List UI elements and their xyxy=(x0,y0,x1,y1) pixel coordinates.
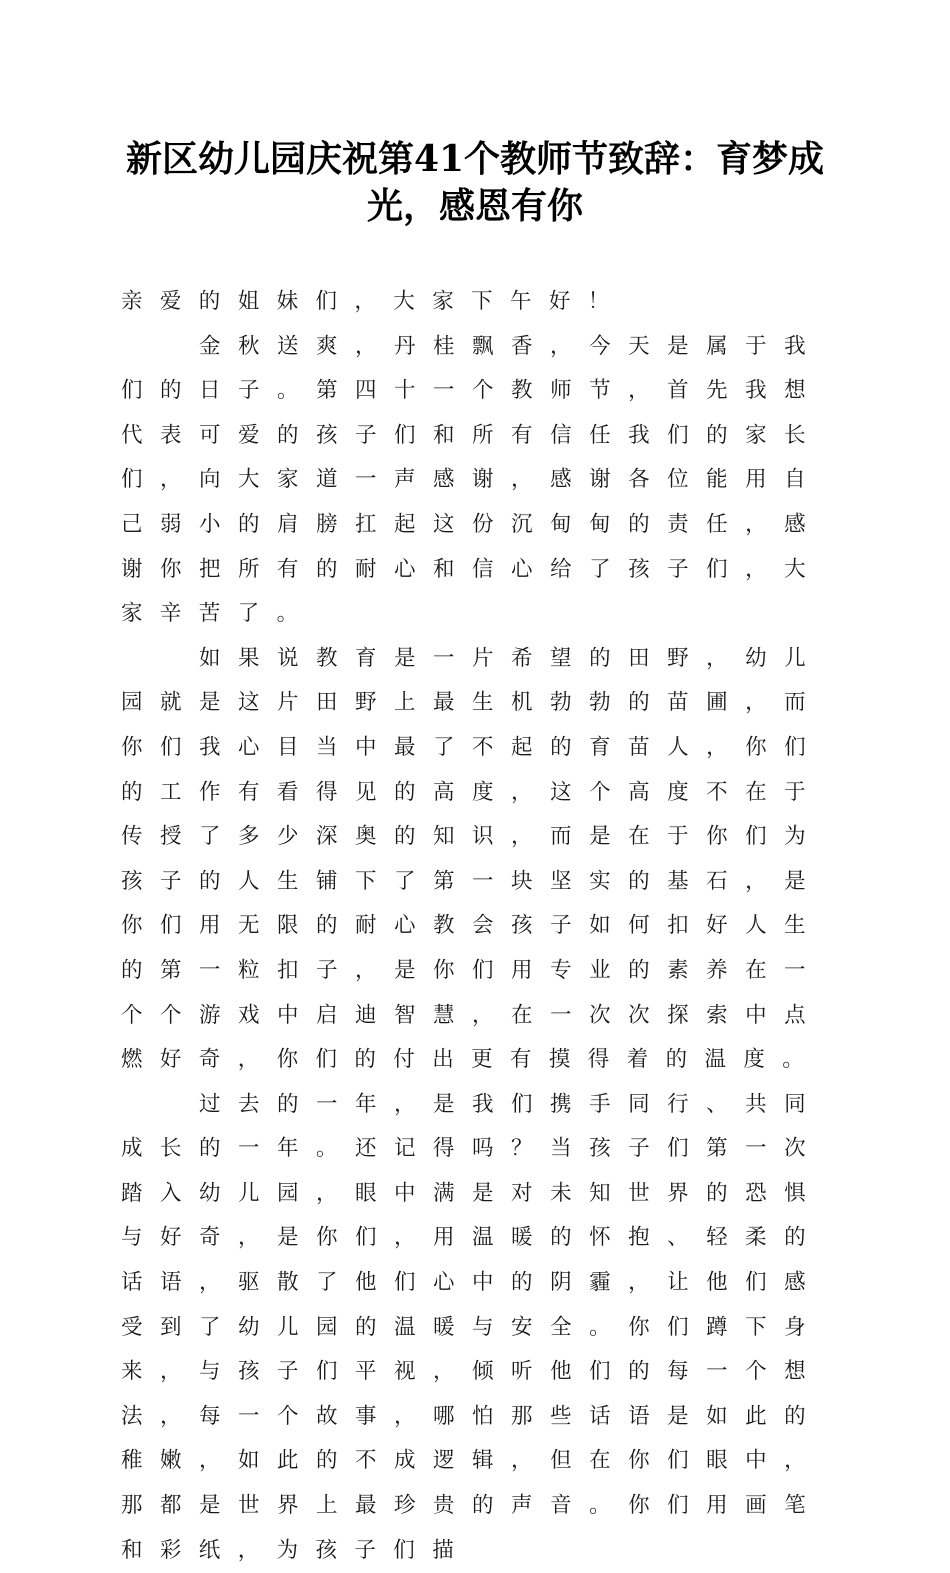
paragraph-1: 金秋送爽，丹桂飘香，今天是属于我们的日子。第四十一个教师节，首先我想代表可爱的孩子们和所有信任我们的家长们，向大家道一声感谢，感谢各位能用自己弱小的肩膀扛起这份沉甸甸的责任，感谢你把所有的耐心和信心给了孩子们，大家辛苦了。 xyxy=(121,333,823,627)
document-title: 新区幼儿园庆祝第41个教师节致辞：育梦成光，感恩有你 xyxy=(125,138,825,227)
paragraph-2: 如果说教育是一片希望的田野，幼儿园就是这片田野上最生机勃勃的苗圃，而你们我心目当中最了不起的育苗人，你们的工作有看得见的高度，这个高度不在于传授了多少深奥的知识，而是在于你们为孩子的人生铺下了第一块坚实的基石，是你们用无限的耐心教会孩子如何扣好人生的第一粒扣子，是你们用专业的素养在一个个游戏中启迪智慧，在一次次探索中点燃好奇，你们的付出更有摸得着的温度。 xyxy=(121,645,823,1073)
greeting-line: 亲爱的姐妹们，大家下午好！ xyxy=(121,289,627,314)
document-body xyxy=(121,280,823,1573)
paragraph-3: 过去的一年，是我们携手同行、共同成长的一年。还记得吗？当孩子们第一次踏入幼儿园，眼中满是对未知世界的恐惧与好奇，是你们，用温暖的怀抱、轻柔的话语，驱散了他们心中的阴霾，让他们感受到了幼儿园的温暖与安全。你们蹲下身来，与孩子们平视，倾听他们的每一个想法，每一个故事，哪怕那些话语是如此的稚嫩，如此的不成逻辑，但在你们眼中，那都是世界上最珍贵的声音。你们用画笔和彩纸，为孩子们描 xyxy=(121,1091,823,1563)
